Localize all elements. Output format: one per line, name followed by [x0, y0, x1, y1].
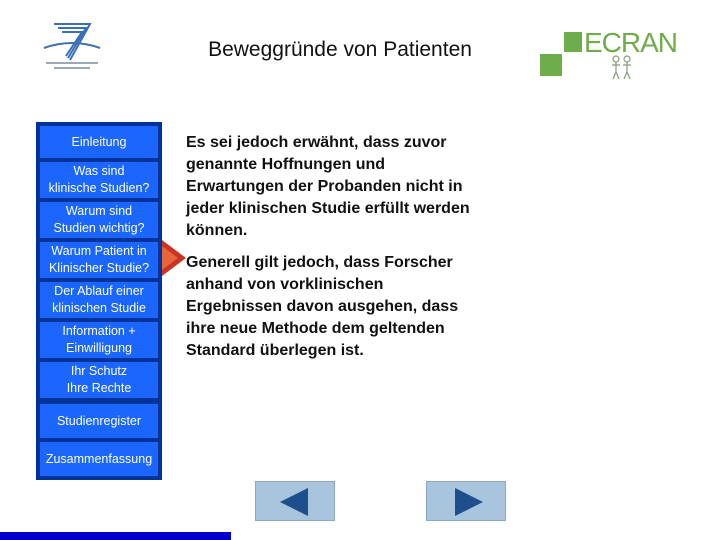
sidebar-item-label: Der Ablauf einer: [54, 284, 144, 298]
sidebar-item-label: Zusammenfassung: [45, 451, 153, 466]
ecran-wordmark: ECRAN: [584, 27, 678, 58]
people-icon: [610, 54, 634, 80]
sidebar-item-label: Warum sind: [65, 204, 133, 218]
previous-slide-button[interactable]: [255, 481, 335, 521]
content-paragraph-2: Generell gilt jedoch, dass Forscher anhand von vorklinischen Ergebnissen davon ausgehen, dass ihre neue Methode dem geltenden Standard überlegen ist.: [186, 254, 459, 359]
bottom-accent-bar: [0, 532, 231, 540]
next-slide-button[interactable]: [426, 481, 506, 521]
sidebar-item-label: Ihr Schutz: [70, 364, 128, 378]
sidebar-nav: [36, 122, 162, 480]
sidebar-item-einleitung[interactable]: [40, 126, 158, 158]
sidebar-item-label: Einleitung: [71, 134, 127, 149]
sidebar-item-was-sind-klinische-studien[interactable]: [40, 162, 158, 198]
fp7-logo: [36, 18, 108, 74]
sidebar-item-label: Studien wichtig?: [53, 221, 145, 235]
sidebar-item-warum-patient-active[interactable]: [40, 242, 158, 278]
triangle-left-icon: [256, 482, 336, 522]
sidebar-item-studienregister[interactable]: [40, 404, 158, 438]
page-title: Beweggründe von Patienten: [208, 38, 472, 61]
sidebar-item-ablauf-einer-studie[interactable]: [40, 282, 158, 318]
sidebar-item-ihr-schutz[interactable]: [40, 362, 158, 398]
sidebar-item-label: Was sind: [73, 164, 125, 178]
sidebar-item-warum-sind-studien-wichtig[interactable]: [40, 202, 158, 238]
sidebar-item-label: Ihre Rechte: [66, 381, 132, 395]
ecran-square-large: [540, 54, 562, 76]
sidebar-item-label: Einwilligung: [65, 341, 132, 355]
content-paragraph-1: Es sei jedoch erwähnt, dass zuvor genannte Hoffnungen und Erwartungen der Probanden nicht in jeder klinischen Studie erfüllt werden können.: [186, 134, 470, 239]
main-content: [186, 132, 476, 372]
sidebar-item-label: klinischen Studie: [52, 301, 146, 315]
sidebar-item-label: Klinischer Studie?: [48, 261, 150, 275]
sidebar-item-label: Information +: [62, 324, 136, 338]
sidebar-item-label: Warum Patient in: [51, 244, 147, 258]
sidebar-item-label: Studienregister: [56, 413, 142, 428]
ecran-logo: [540, 27, 678, 82]
ecran-square-small: [564, 32, 582, 52]
sidebar-item-zusammenfassung[interactable]: [40, 442, 158, 476]
active-item-pointer-highlight: [162, 246, 178, 270]
sidebar-item-label: klinische Studien?: [48, 181, 150, 195]
triangle-right-icon: [427, 482, 507, 522]
sidebar-item-information-einwilligung[interactable]: [40, 322, 158, 358]
